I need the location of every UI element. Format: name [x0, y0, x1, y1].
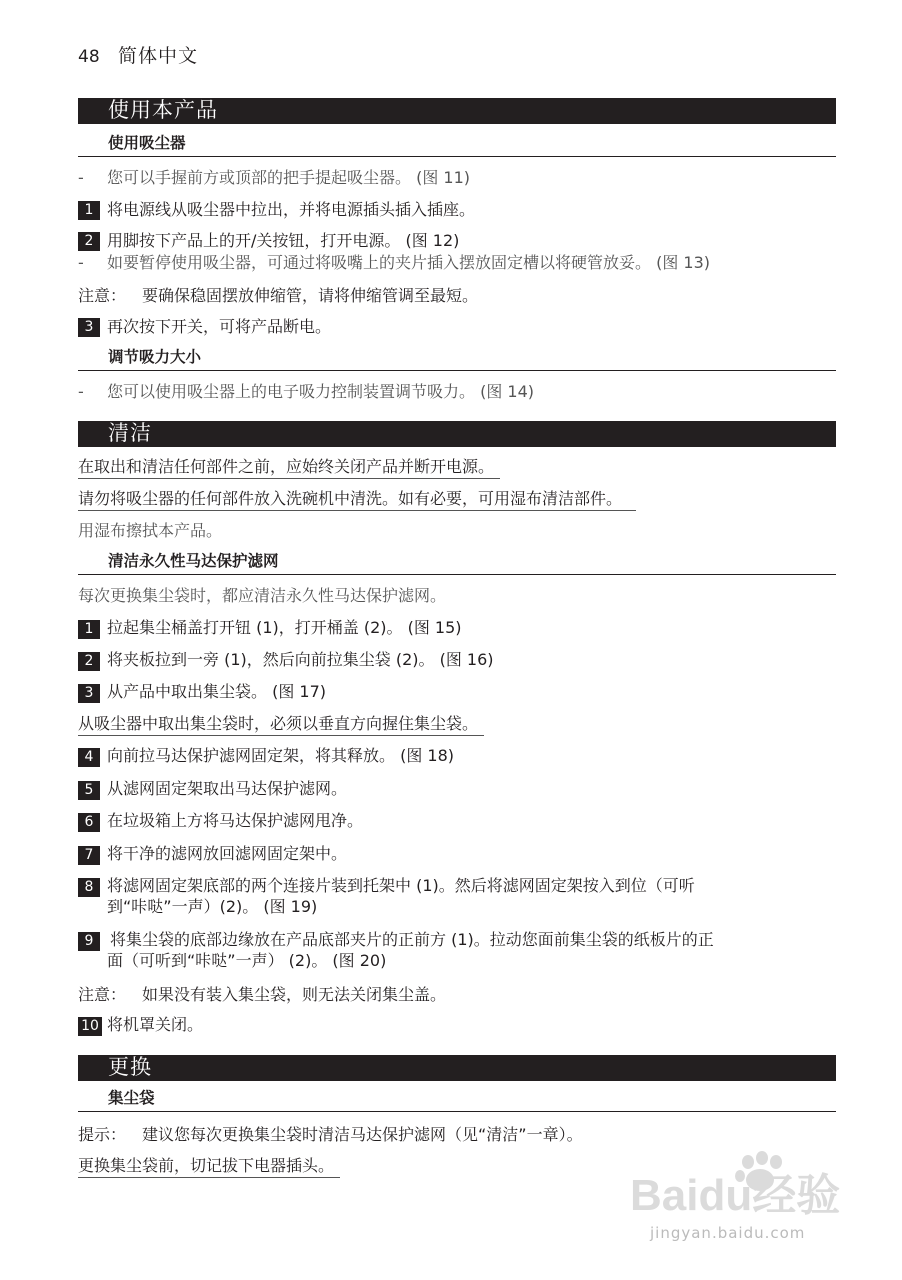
- step-number: 3: [78, 318, 100, 337]
- step-text-continued: 面（可听到“咔哒”一声） (2)。 (图 20): [107, 951, 387, 970]
- note-label: 注意：: [78, 286, 127, 305]
- step-text: 将电源线从吸尘器中拉出，并将电源插头插入插座。: [107, 200, 476, 219]
- bullet-text: 如要暂停使用吸尘器，可通过将吸嘴上的夹片插入摆放固定槽以将硬管放妥。 (图 13): [107, 253, 711, 272]
- paragraph: 每次更换集尘袋时，都应清洁永久性马达保护滤网。: [78, 586, 447, 605]
- watermark-url: jingyan.baidu.com: [650, 1224, 806, 1242]
- section-title: 使用本产品: [108, 98, 218, 122]
- step-text: 从产品中取出集尘袋。 (图 17): [107, 682, 327, 701]
- note-text: 如果没有装入集尘袋，则无法关闭集尘盖。: [142, 985, 447, 1004]
- step-number: 6: [78, 813, 100, 832]
- step-text: 再次按下开关，可将产品断电。: [107, 317, 332, 336]
- step-number: 3: [78, 684, 100, 703]
- subheading-dust-bag: 集尘袋: [78, 1087, 836, 1112]
- step-text: 在垃圾箱上方将马达保护滤网甩净。: [107, 811, 364, 830]
- subheading-adjust-suction: 调节吸力大小: [78, 346, 836, 371]
- tip-label: 提示：: [78, 1125, 127, 1144]
- bullet-text: 您可以手握前方或顶部的把手提起吸尘器。 (图 11): [107, 168, 471, 187]
- step-text: 拉起集尘桶盖打开钮 (1)，打开桶盖 (2)。 (图 15): [107, 618, 462, 637]
- language-label: 简体中文: [118, 45, 199, 67]
- warning-text: 从吸尘器中取出集尘袋时，必须以垂直方向握住集尘袋。: [78, 713, 484, 736]
- step-number: 5: [78, 781, 100, 800]
- step-text: 将集尘袋的底部边缘放在产品底部夹片的正前方 (1)。拉动您面前集尘袋的纸板片的正: [110, 930, 714, 949]
- step-text: 将干净的滤网放回滤网固定架中。: [107, 844, 348, 863]
- step-text: 将夹板拉到一旁 (1)，然后向前拉集尘袋 (2)。 (图 16): [107, 650, 494, 669]
- bullet-text: 您可以使用吸尘器上的电子吸力控制装置调节吸力。 (图 14): [107, 382, 535, 401]
- step-text: 从滤网固定架取出马达保护滤网。: [107, 779, 348, 798]
- step-text-continued: 到“咔哒”一声）(2)。 (图 19): [107, 897, 318, 916]
- subheading-clean-filter: 清洁永久性马达保护滤网: [78, 550, 836, 575]
- bullet-dash: -: [78, 253, 84, 272]
- note-label: 注意：: [78, 985, 127, 1004]
- step-number: 4: [78, 748, 100, 767]
- svg-text:Baidu经验: Baidu经验: [630, 1171, 841, 1220]
- step-number: 9: [78, 932, 100, 951]
- step-number: 1: [78, 201, 100, 220]
- page-number: 48: [78, 47, 100, 67]
- step-text: 向前拉马达保护滤网固定架，将其释放。 (图 18): [107, 746, 455, 765]
- section-header-replace: [78, 1055, 836, 1081]
- step-number: 10: [78, 1017, 102, 1036]
- warning-text: 请勿将吸尘器的任何部件放入洗碗机中清洗。如有必要，可用湿布清洁部件。: [78, 488, 636, 511]
- tip-text: 建议您每次更换集尘袋时清洁马达保护滤网（见“清洁”一章）。: [142, 1125, 583, 1144]
- section-header-use: [78, 98, 836, 124]
- step-text: 将滤网固定架底部的两个连接片装到托架中 (1)。然后将滤网固定架按入到位（可听: [107, 876, 695, 895]
- step-number: 1: [78, 620, 100, 639]
- section-header-clean: [78, 421, 836, 447]
- step-number: 2: [78, 652, 100, 671]
- note-text: 要确保稳固摆放伸缩管，请将伸缩管调至最短。: [142, 286, 479, 305]
- baidu-watermark-logo: [628, 1150, 864, 1220]
- warning-text: 更换集尘袋前，切记拔下电器插头。: [78, 1155, 340, 1178]
- step-text: 用脚按下产品上的开/关按钮，打开电源。 (图 12): [107, 231, 460, 250]
- bullet-dash: -: [78, 168, 84, 187]
- section-title: 更换: [108, 1055, 152, 1079]
- step-number: 8: [78, 878, 100, 897]
- subheading-use-vacuum: 使用吸尘器: [78, 132, 836, 157]
- bullet-dash: -: [78, 382, 84, 401]
- section-title: 清洁: [108, 421, 152, 445]
- warning-text: 在取出和清洁任何部件之前，应始终关闭产品并断开电源。: [78, 456, 500, 479]
- step-number: 7: [78, 846, 100, 865]
- step-number: 2: [78, 232, 100, 251]
- step-text: 将机罩关闭。: [107, 1015, 204, 1034]
- paragraph: 用湿布擦拭本产品。: [78, 521, 223, 540]
